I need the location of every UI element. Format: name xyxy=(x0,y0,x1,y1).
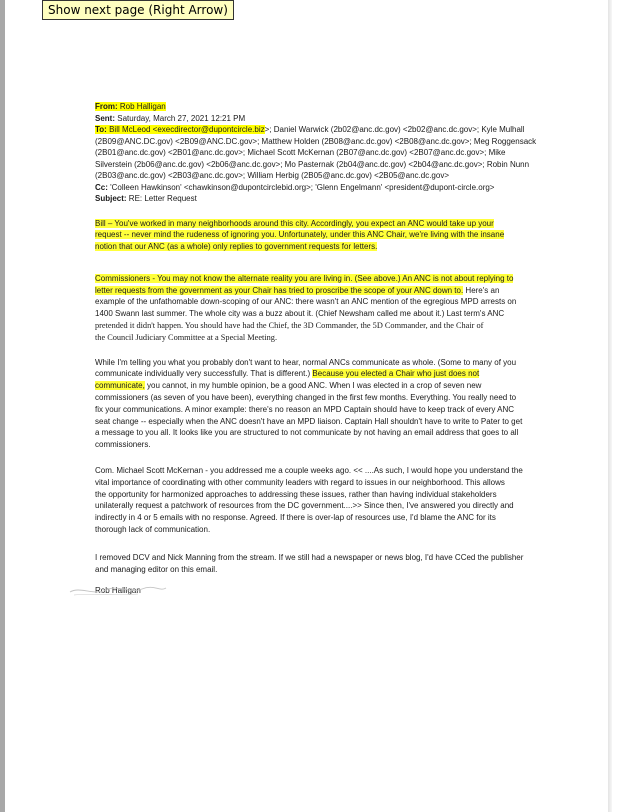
left-border xyxy=(0,0,5,812)
p4-line: the opportunity for harmonized approaches to addressing these issues, rather than having individual stakeholders xyxy=(95,489,497,499)
subject-value: RE: Letter Request xyxy=(128,194,197,203)
p2-text: example of the unfathomable down-scoping of our ANC: there wasn't an ANC mention of the egregious MPD arrests on xyxy=(95,297,517,307)
p2-highlight-line: letter requests from the government as your Chair has tried to proscribe the scope of your ANC down to. xyxy=(95,285,464,295)
p4-line: unilaterally request a patchwork of resources from the DC government....>> Since then, I've answered you directly and xyxy=(95,501,514,511)
to-label: To: xyxy=(95,125,107,134)
paragraph-1 xyxy=(95,218,587,253)
signature-scribble xyxy=(68,582,168,598)
p2-text: Here's an xyxy=(463,285,500,295)
p2-text: 1400 Swann last summer. The whole city was a buzz about it. (Chief Newsham called me about it.) Last term's ANC xyxy=(95,309,505,319)
to-recipients-2: (2B09@ANC.DC.gov) <2B09@ANC.DC.gov>; Matthew Holden (2B08@anc.dc.gov) <2B08@anc.dc.gov>; Meg Roggensack xyxy=(95,136,537,146)
p3-text: seat change -- especially when the ANC doesn't have an MPD liaison. Captain Hall shouldn't have to write to Pater to get xyxy=(95,416,523,426)
from-line xyxy=(95,101,587,113)
next-page-button[interactable]: Show next page (Right Arrow) xyxy=(42,0,234,20)
to-first-recipient: Bill McLeod <execdirector@dupontcircle.biz xyxy=(109,125,265,134)
p3-text: fix your communications. A minor example: there's no reason an MPD Captain should have to keep track of every ANC xyxy=(95,404,515,414)
p2-text: pretended it didn't happen. You should have had the Chief, the 3D Commander, the 5D Commander, and the Chair of xyxy=(95,321,484,331)
email-document xyxy=(95,101,587,597)
from-value: Rob Halligan xyxy=(119,102,166,111)
subject-line xyxy=(95,193,587,205)
p2-highlight-line: Commissioners - You may not know the alternate reality you are living in. (See above.) An ANC is not about replying to xyxy=(95,273,514,283)
p4-line: vital importance of coordinating with other community leaders with regard to issues in our neighborhood. This allows xyxy=(95,477,505,487)
cc-line xyxy=(95,182,587,194)
page-edge-shadow xyxy=(608,0,612,812)
to-line xyxy=(95,124,587,136)
paragraph-4 xyxy=(95,465,587,536)
to-recipients-5: (2B03@anc.dc.gov) <2B03@anc.dc.gov>; William Herbig (2B05@anc.dc.gov) <2B05@anc.dc.gov> xyxy=(95,171,450,180)
p3-text: commissioners. xyxy=(95,440,151,450)
p5-line: I removed DCV and Nick Manning from the stream. If we still had a newspaper or news blog, I'd have CCed the publisher xyxy=(95,552,524,562)
p3-text: While I'm telling you what you probably don't want to hear, normal ANCs communicate as whole. (Some to many of you xyxy=(95,357,517,367)
sent-value: Saturday, March 27, 2021 12:21 PM xyxy=(117,113,246,123)
to-recipients-4: Silverstein (2b06@anc.dc.gov) <2b06@anc.dc.gov>; Mo Pasternak (2b04@anc.dc.gov) <2b04@anc.dc.gov>; Robin Nunn xyxy=(95,159,530,169)
p1-line: request -- never mind the rudeness of ignoring you. Unfortunately, under this ANC Chair, we're living with the insane xyxy=(95,230,505,240)
p2-text: the Council Judiciary Committee at a Special Meeting. xyxy=(95,332,278,342)
p3-text: you cannot, in my humble opinion, be a good ANC. When I was elected in a crop of seven new xyxy=(144,381,482,391)
p3-highlight: Because you elected a Chair who just does not xyxy=(312,369,480,379)
p4-line: thorough lack of communication. xyxy=(95,525,211,535)
to-recipients-1: >; Daniel Warwick (2b02@anc.dc.gov) <2b02@anc.dc.gov>; Kyle Mulhall xyxy=(264,125,525,134)
cc-label: Cc: xyxy=(95,182,108,192)
p3-highlight: communicate, xyxy=(95,381,145,391)
paragraph-3 xyxy=(95,357,587,451)
paragraph-5 xyxy=(95,552,587,576)
p4-line: Com. Michael Scott McKernan - you addressed me a couple weeks ago. << ....As such, I would hope you understand the xyxy=(95,466,523,476)
sent-line xyxy=(95,113,587,125)
from-label: From: xyxy=(95,102,118,111)
cc-value: 'Colleen Hawkinson' <chawkinson@dupontcirclebid.org>; 'Glenn Engelmann' <president@dupont-circle.org> xyxy=(110,182,495,192)
p1-line: Bill – You've worked in many neighborhoods around this city. Accordingly, you expect an ANC would take up your xyxy=(95,218,494,228)
sent-label: Sent: xyxy=(95,113,115,123)
p3-text: communicate individually very successfully. That is different.) xyxy=(95,369,313,379)
p5-line: and managing editor on this email. xyxy=(95,564,218,574)
to-recipients-3: (2B01@anc.dc.gov) <2B01@anc.dc.gov>; Michael Scott McKernan (2B07@anc.dc.gov) <2B07@anc.dc.gov>; Mike xyxy=(95,148,506,157)
signature-name: Rob Halligan xyxy=(95,586,141,596)
paragraph-2 xyxy=(95,273,587,344)
p3-text: a message to you all. It looks like you are structured to not communicate by not having an email address that goes to all xyxy=(95,428,519,438)
p3-text: commissioners (as seven of you have been), everything changed in the first few months. Everything. You really need to xyxy=(95,393,517,403)
p1-line: notion that our ANC (as a whole) only replies to government requests for letters. xyxy=(95,242,378,252)
subject-label: Subject: xyxy=(95,194,127,203)
p4-line: indirectly in 4 or 5 emails with no response. Agreed. If there is over-lap of resources use, I'd blame the ANC for its xyxy=(95,513,496,523)
